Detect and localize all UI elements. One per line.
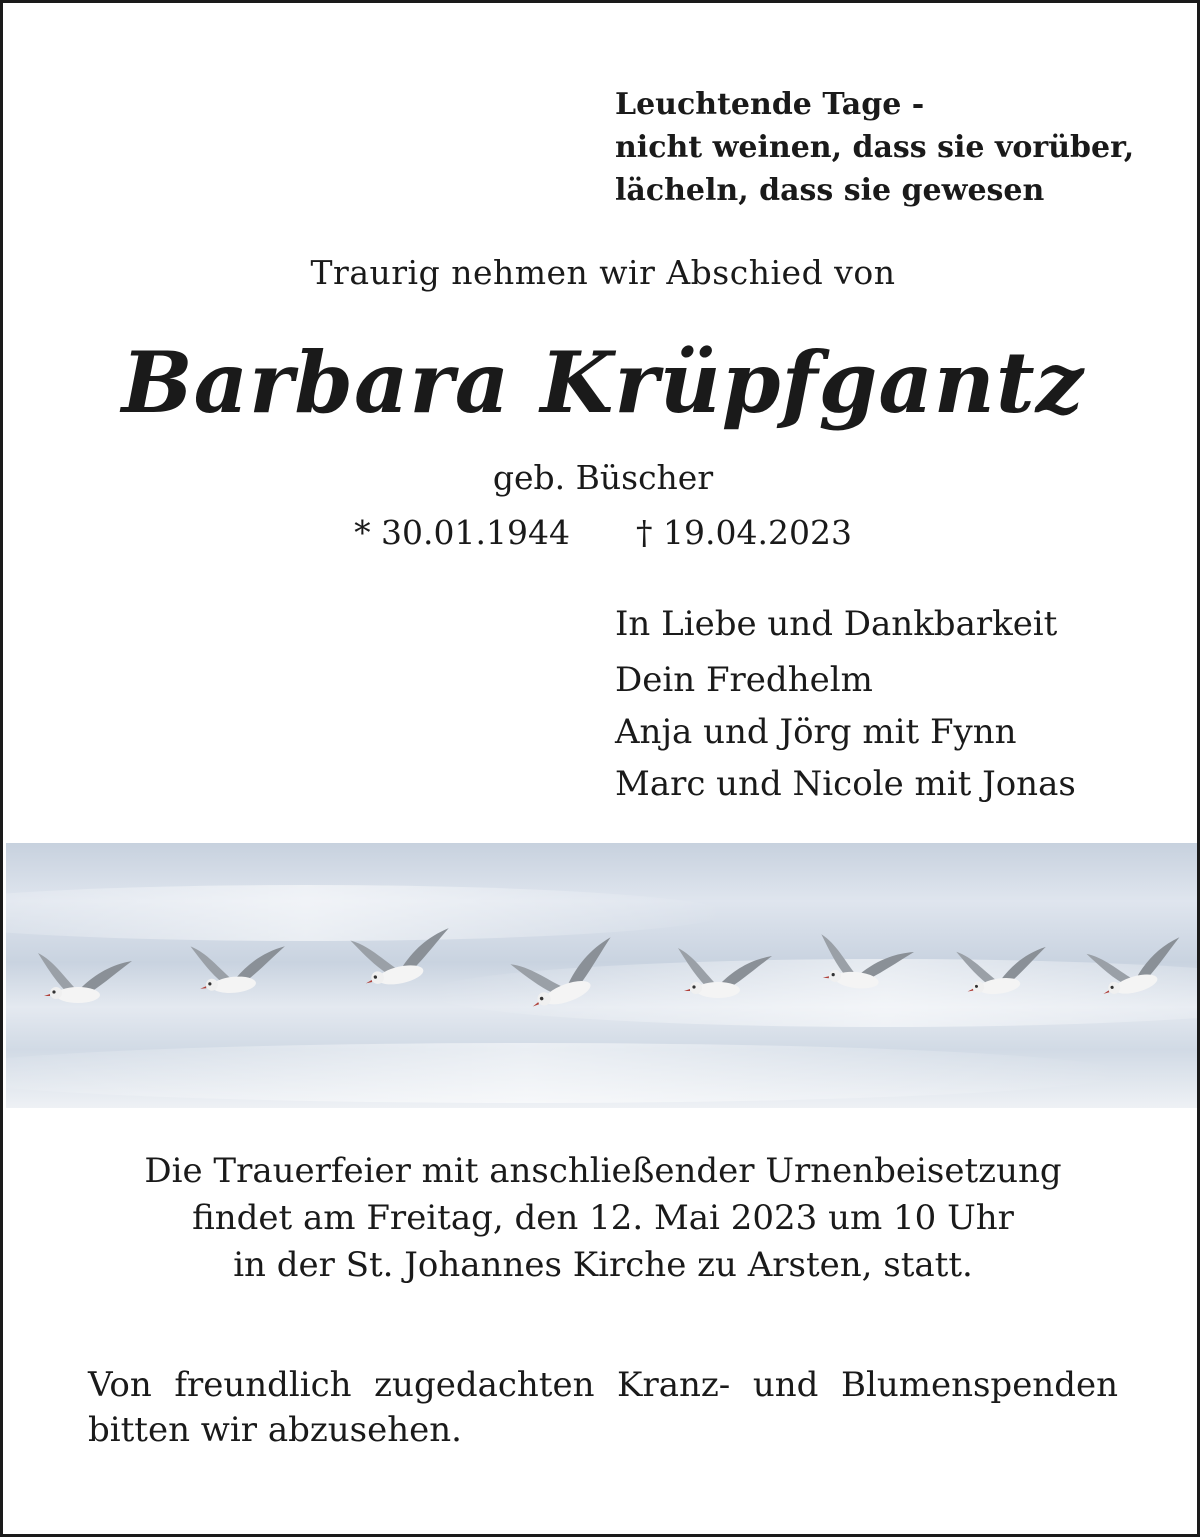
deceased-name: Barbara Krüpfgantz [121, 333, 1085, 432]
mourners-block [615, 598, 1076, 810]
motto-line: Leuchtende Tage - [615, 87, 925, 122]
ceremony-info [3, 1148, 1200, 1289]
death-date: † 19.04.2023 [636, 513, 852, 552]
motto-line: nicht weinen, dass sie vorüber, [615, 130, 1135, 165]
donations-line: bitten wir abzusehen. [88, 1410, 462, 1450]
motto-line: lächeln, dass sie gewesen [615, 173, 1045, 208]
seagull-1 [38, 953, 132, 1003]
ceremony-line: in der St. Johannes Kirche zu Arsten, statt. [233, 1245, 973, 1285]
farewell-intro: Traurig nehmen wir Abschied von [310, 253, 896, 292]
ceremony-line: Die Trauerfeier mit anschließender Urnenbeisetzung [144, 1151, 1062, 1191]
donations-note [88, 1363, 1118, 1453]
life-dates [3, 513, 1200, 552]
seagulls-photo [6, 843, 1200, 1108]
seagulls-image [6, 843, 1200, 1108]
seagull-2 [191, 938, 289, 996]
mourner-name: Anja und Jörg mit Fynn [615, 712, 1017, 752]
donations-line: Von freundlich zugedachten Kranz- und Blumenspenden [88, 1365, 1118, 1405]
mourner-name: Marc und Nicole mit Jonas [615, 764, 1076, 804]
ceremony-line: findet am Freitag, den 12. Mai 2023 um 10 Uhr [192, 1198, 1014, 1238]
mourner-name: Dein Fredhelm [615, 660, 873, 700]
closing-line: In Liebe und Dankbarkeit [615, 604, 1058, 644]
birth-date: * 30.01.1944 [354, 513, 570, 552]
motto-quote [615, 83, 1134, 212]
maiden-name: geb. Büscher [492, 458, 714, 497]
